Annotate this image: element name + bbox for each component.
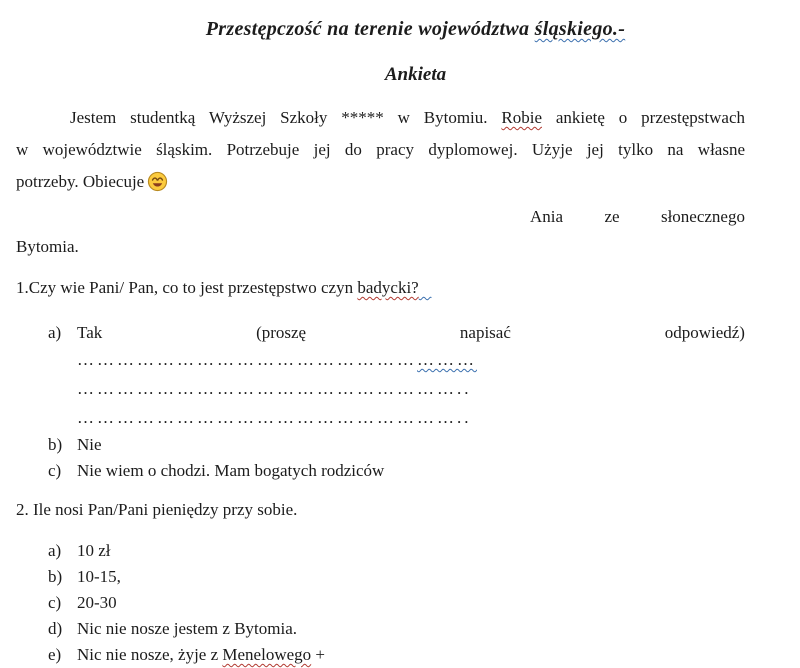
intro-line-1-text: Jestem studentką Wyższej Szkoły ***** w Bytomiu. [70,108,488,127]
answer-blank-line-1 [77,345,745,374]
signature-line-1 [530,202,745,232]
intro-line-3-text: potrzeby. Obiecuje [16,172,145,191]
intro-paragraph [16,102,745,198]
question-2: 2. Ile nosi Pan/Pani pieniędzy przy sobie. [16,500,298,519]
option-marker: d) [48,619,63,638]
option-marker: b) [48,435,63,454]
question-1-options [16,320,745,484]
dotted-leader-grammar-mark: ……… [417,350,477,369]
option-e-text-rest: + [315,645,325,664]
question-1-text: 1.Czy wie Pani/ Pan, co to jest przestępstwo czyn [16,278,354,297]
option-b-row [16,432,745,458]
intro-line-1-rest: ankietę o przestępstwach [555,108,746,127]
question-1-spellcheck-word: badycki? [357,278,419,297]
option-marker: a) [48,541,62,560]
option-marker: a) [48,323,62,342]
option-b-row [16,564,745,590]
question-1 [16,276,745,300]
option-c-label: Nie wiem o chodzi. Mam bogatych rodziców [77,461,385,480]
option-a-word: odpowiedź) [664,323,745,342]
title-spellcheck-word: śląskiego.- [534,18,626,40]
document-subtitle: Ankieta [384,64,447,85]
option-marker: c) [48,593,62,612]
option-c-label: 20-30 [77,593,117,612]
option-b-label: Nie [77,435,102,454]
answer-blank-line-2: ………………………………………………….. [77,379,472,398]
option-marker: b) [48,567,63,586]
intro-line-1 [16,102,745,134]
intro-line-2: w województwie śląskim. Potrzebuje jej do pracy dyplomowej. Użyje jej tylko na własne [16,140,745,159]
option-d-label: Nic nie nosze jestem z Bytomia. [77,619,297,638]
option-c-row [16,458,745,484]
document-content [0,14,800,668]
option-e-text: Nic nie nosze, żyje z [77,645,219,664]
signature-line-2: Bytomia. [16,237,79,256]
signature-block [16,202,745,262]
option-marker: e) [48,645,62,664]
question-2-options [16,538,745,668]
option-c-row [16,590,745,616]
option-e-row [16,642,745,668]
signature-word: ze [604,207,620,226]
option-a-justified-text [77,320,745,345]
option-marker: c) [48,461,62,480]
option-e-spellcheck-word: Menelowego [222,645,312,664]
option-a-word: napisać [459,323,511,342]
option-e-label [77,642,325,668]
document-title [86,14,745,44]
question-1-grammar-mark [419,278,432,297]
option-d-row [16,616,745,642]
intro-line-3 [16,166,745,198]
dotted-leader: …………………………………………… [77,350,417,369]
option-a-row [16,538,745,564]
title-text: Przestępczość na terenie województwa [205,18,530,40]
option-b-label: 10-15, [77,567,121,586]
option-a-word: Tak [77,323,103,342]
option-a-label: 10 zł [77,541,111,560]
answer-blank-line-3: ………………………………………………….. [77,408,472,427]
signature-word: słonecznego [660,207,745,226]
intro-spellcheck-word: Robie [501,108,542,127]
option-a-word: (proszę [256,323,307,342]
smiling-face-emoji-icon [147,171,168,192]
option-a-row [16,320,745,345]
signature-word: Ania [530,207,564,226]
